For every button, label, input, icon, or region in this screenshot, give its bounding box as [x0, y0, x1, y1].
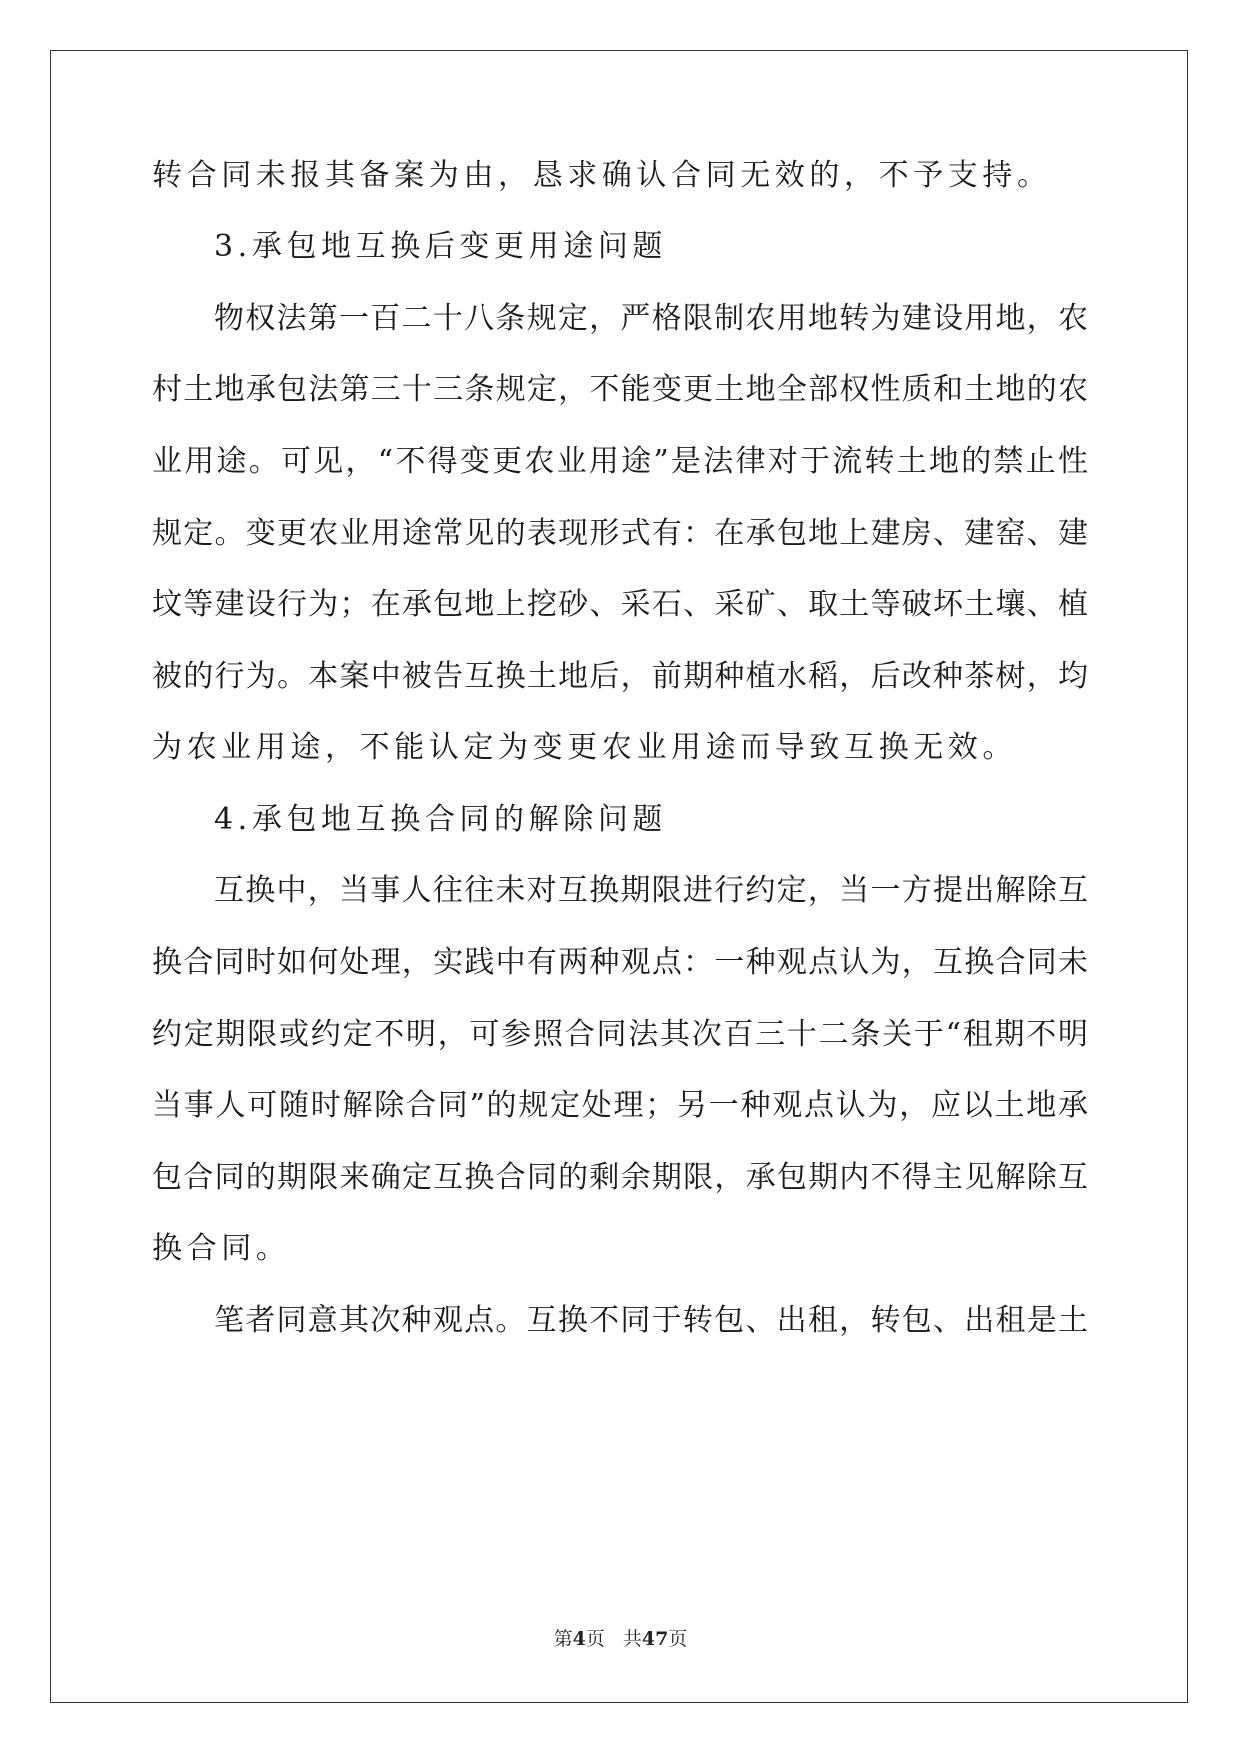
paragraph-line: 物权法第一百二十八条规定，严格限制农用地转为建设用地，农 [214, 301, 1088, 336]
paragraph-line: 换合同时如何处理，实践中有两种观点：一种观点认为，互换合同未 [152, 945, 1088, 980]
paragraph-line: 转合同未报其备案为由，恳求确认合同无效的，不予支持。 [152, 158, 1052, 193]
footer-total-unit: 页 [668, 1628, 688, 1650]
paragraph-line: 包合同的期限来确定互换合同的剩余期限，承包期内不得主见解除互 [152, 1160, 1088, 1195]
paragraph-line: 换合同。 [152, 1231, 291, 1266]
paragraph-line: 当事人可随时解除合同”的规定处理；另一种观点认为，应以土地承 [152, 1088, 1088, 1123]
section-heading: 4.承包地互换合同的解除问题 [214, 802, 668, 837]
page-footer [0, 1627, 1241, 1651]
total-page-count: 47 [641, 1628, 669, 1650]
paragraph-line: 规定。变更农业用途常见的表现形式有：在承包地上建房、建窑、建 [152, 516, 1088, 551]
paragraph-line: 坟等建设行为；在承包地上挖砂、采石、采矿、取土等破坏土壤、植 [152, 587, 1088, 622]
section-heading: 3.承包地互换后变更用途问题 [214, 229, 668, 264]
paragraph-line: 业用途。可见，“不得变更农业用途”是法律对于流转土地的禁止性 [152, 444, 1088, 479]
footer-total-prefix: 共 [622, 1628, 642, 1650]
paragraph-line: 互换中，当事人往往未对互换期限进行约定，当一方提出解除互 [214, 873, 1088, 908]
footer-page-unit: 页 [585, 1628, 605, 1650]
paragraph-line: 村土地承包法第三十三条规定，不能变更土地全部权性质和土地的农 [152, 372, 1088, 407]
paragraph-line: 为农业用途，不能认定为变更农业用途而导致互换无效。 [152, 730, 1017, 765]
paragraph-line: 约定期限或约定不明，可参照合同法其次百三十二条关于“租期不明 [152, 1017, 1088, 1052]
footer-prefix: 第 [553, 1628, 573, 1650]
paragraph-line: 被的行为。本案中被告互换土地后，前期种植水稻，后改种茶树，均 [152, 659, 1088, 694]
current-page-number: 4 [572, 1628, 586, 1650]
paragraph-line: 笔者同意其次种观点。互换不同于转包、出租，转包、出租是土 [214, 1303, 1088, 1338]
